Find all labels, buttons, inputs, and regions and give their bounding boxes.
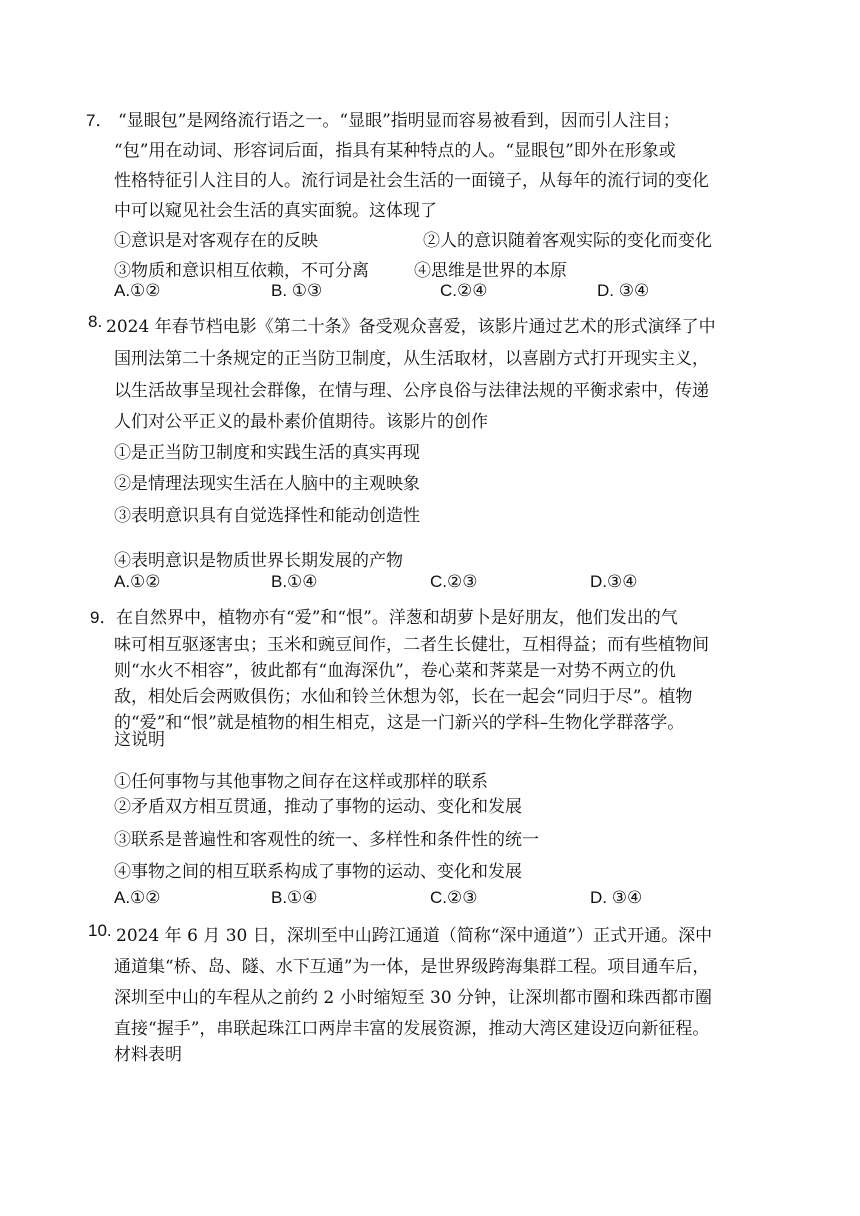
choice-b[interactable]: B. ①③ [271,281,323,300]
question-number: 10. [88,921,112,940]
statement-4: ④表明意识是物质世界长期发展的产物 [114,551,403,571]
statement-3: ③物质和意识相互依赖，不可分离 [114,261,369,281]
question-stem-line: 材料表明 [114,1045,182,1065]
choice-b[interactable]: B.①④ [271,888,318,907]
question-stem-line: 中可以窥见社会生活的真实面貌。这体现了 [114,201,437,221]
choice-d[interactable]: D. ③④ [590,888,643,907]
question-stem-line: 的“爱”和“恨”就是植物的相生相克，这是一门新兴的学科–生物化学群落学。 [114,713,685,733]
choice-a[interactable]: A.①② [114,572,161,591]
question-stem-line: 2024 年春节档电影《第二十条》备受观众喜爱，该影片通过艺术的形式演绎了中 [106,317,716,337]
question-stem-line: 这说明 [114,730,165,750]
question-stem-line: “包”用在动词、形容词后面，指具有某种特点的人。“显眼包”即外在形象或 [114,141,676,161]
question-stem-line: 敌，相处后会两败俱伤；水仙和铃兰休想为邻，长在一起会“同归于尽”。植物 [114,687,693,707]
question-number: 8. [88,312,103,331]
question-stem-line: 则“水火不相容”，彼此都有“血海深仇”，卷心菜和荠菜是一对势不两立的仇 [114,661,676,681]
statement-1: ①是正当防卫制度和实践生活的真实再现 [114,443,420,463]
statement-4: ④思维是世界的本原 [414,261,567,281]
question-stem-line: 人们对公平正义的最朴素价值期待。该影片的创作 [114,412,488,432]
choice-c[interactable]: C.②③ [430,572,478,591]
statement-3: ③表明意识具有自觉选择性和能动创造性 [114,506,420,526]
question-stem-line: 2024 年 6 月 30 日，深圳至中山跨江通道（简称“深中通道”）正式开通。深中 [116,926,713,946]
choice-a[interactable]: A.①② [114,281,161,300]
question-stem-line: 深圳至中山的车程从之前约 2 小时缩短至 30 分钟，让深圳都市圈和珠西都市圈 [114,988,713,1008]
question-stem-line: 以生活故事呈现社会群像，在情与理、公序良俗与法律法规的平衡求索中，传递 [114,381,709,401]
question-stem-line: 通道集“桥、岛、隧、水下互通”为一体，是世界级跨海集群工程。项目通车后， [114,957,710,977]
question-stem-line: 直接“握手”，串联起珠江口两岸丰富的发展资源，推动大湾区建设迈向新征程。 [114,1019,710,1039]
choice-d[interactable]: D. ③④ [597,281,650,300]
question-stem-line: “显眼包”是网络流行语之一。“显眼”指明显而容易被看到，因而引人注目； [118,111,680,131]
statement-4: ④事物之间的相互联系构成了事物的运动、变化和发展 [114,862,522,882]
statement-1: ①任何事物与其他事物之间存在这样或那样的联系 [114,772,488,792]
question-stem-line: 在自然界中，植物亦有“爱”和“恨”。洋葱和胡萝卜是好朋友，他们发出的气 [116,608,678,628]
choice-c[interactable]: C.②④ [440,281,488,300]
question-number: 7． [86,111,113,130]
statement-3: ③联系是普遍性和客观性的统一、多样性和条件性的统一 [114,830,539,850]
statement-2: ②人的意识随着客观实际的变化而变化 [423,231,712,251]
choice-c[interactable]: C.②③ [430,888,478,907]
question-stem-line: 性格特征引人注目的人。流行词是社会生活的一面镜子，从每年的流行词的变化 [114,171,709,191]
question-number: 9． [90,608,117,627]
statement-2: ②矛盾双方相互贯通，推动了事物的运动、变化和发展 [114,797,522,817]
choice-b[interactable]: B.①④ [271,572,318,591]
question-stem-line: 味可相互驱逐害虫；玉米和豌豆间作，二者生长健壮，互相得益；而有些植物间 [114,635,709,655]
choice-d[interactable]: D.③④ [590,572,638,591]
choice-a[interactable]: A.①② [114,888,161,907]
statement-2: ②是情理法现实生活在人脑中的主观映象 [114,474,420,494]
statement-1: ①意识是对客观存在的反映 [114,231,318,251]
question-stem-line: 国刑法第二十条规定的正当防卫制度，从生活取材，以喜剧方式打开现实主义， [114,349,709,369]
